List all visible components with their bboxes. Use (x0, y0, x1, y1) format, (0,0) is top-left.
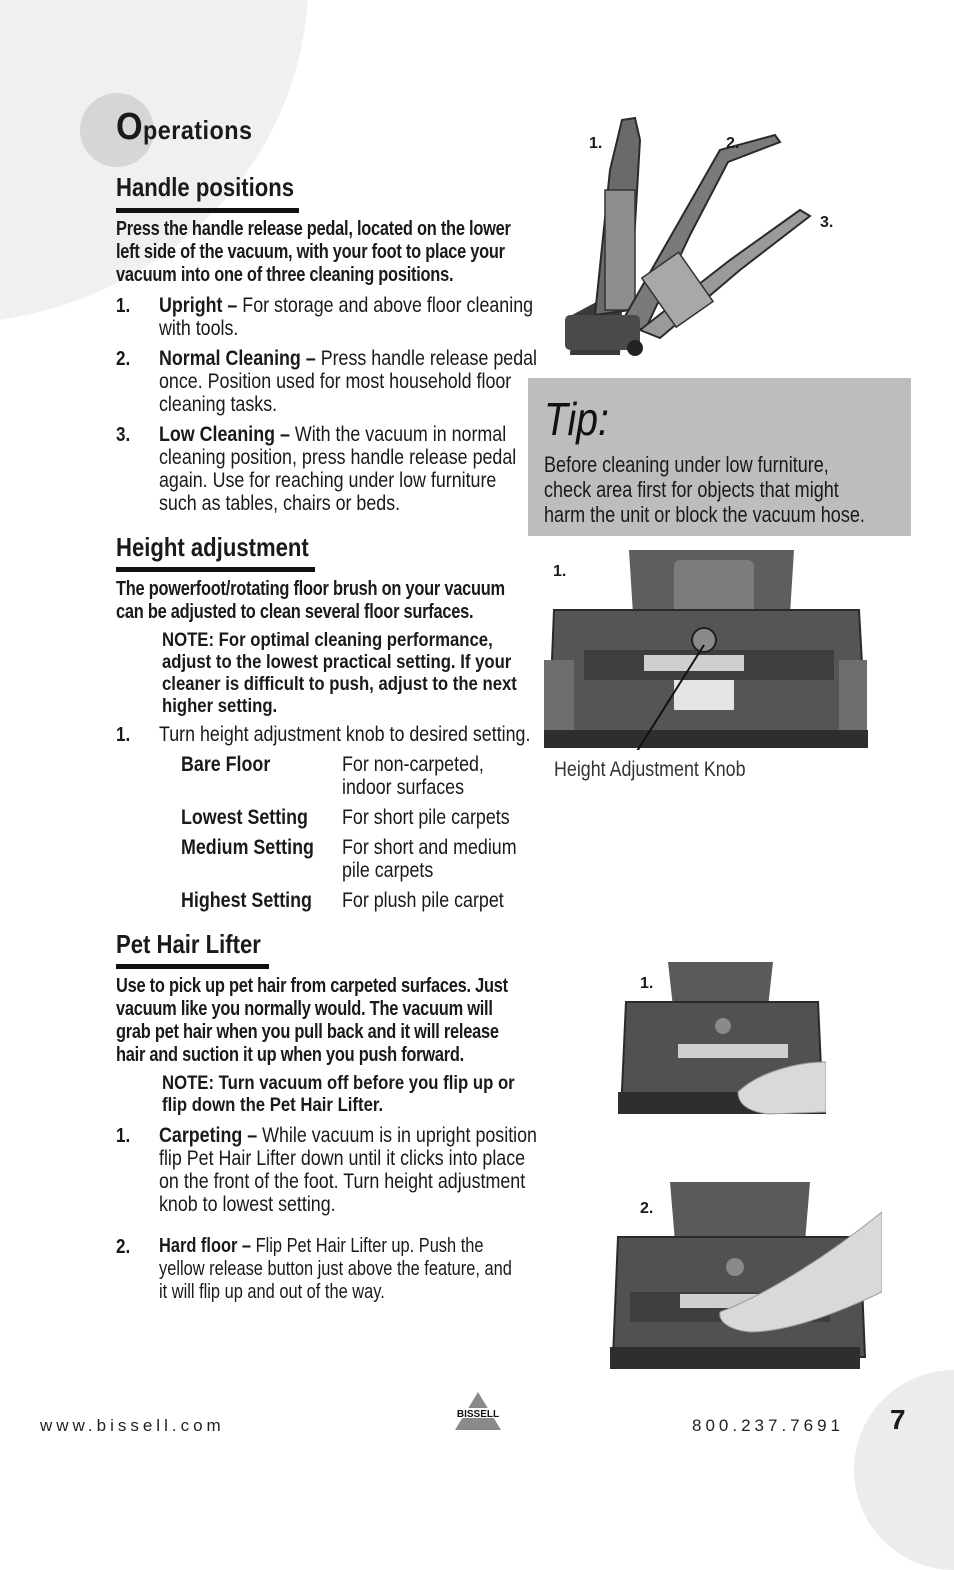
tip-title: Tip: (544, 393, 609, 445)
handle-intro: Press the handle release pedal, located on the lower left side of the vacuum, with your foot to place your vacuum into one of three cleaning positions. (116, 218, 511, 286)
pet-item-2-num: 2. (116, 1236, 131, 1258)
setting-term-bare-floor: Bare Floor (181, 753, 271, 776)
setting-term-medium: Medium Setting (181, 836, 314, 859)
handle-item-1-text: For storage and above floor cleaning with tools. (159, 294, 534, 340)
page-number-tab (854, 1370, 954, 1570)
pet-heading: Pet Hair Lifter (116, 929, 261, 959)
bissell-logo-text: BISSELL (456, 1409, 500, 1420)
title-rest: perations (143, 115, 253, 145)
height-step-num: 1. (116, 724, 131, 746)
setting-term-lowest: Lowest Setting (181, 806, 308, 829)
page-title (116, 106, 252, 149)
handle-item-3-text: With the vacuum in normal cleaning position, press handle release pedal again. Use for reaching under low furniture such as tables, chairs or beds. (159, 423, 517, 515)
handle-heading-rule (116, 208, 299, 213)
handle-item-2-text: Press handle release pedal once. Position used for most household floor cleaning tasks. (159, 347, 538, 416)
pet-intro: Use to pick up pet hair from carpeted surfaces. Just vacuum like you normally would. The vacuum will grab pet hair when you pull back and it will release hair and suction it up when you push forward. (116, 975, 508, 1066)
height-note: NOTE: For optimal cleaning performance, adjust to the lowest practical setting. If your cleaner is difficult to push, adjust to the next higher setting. (162, 630, 517, 717)
handle-item-3-term: Low Cleaning – (159, 423, 290, 446)
handle-item-2 (159, 347, 537, 416)
height-heading-rule (116, 567, 315, 572)
setting-desc-bare-floor: For non-carpeted, indoor surfaces (342, 753, 484, 799)
handle-item-3 (159, 423, 537, 515)
pet-item-1-text: While vacuum is in upright position flip Pet Hair Lifter down until it clicks into place on the front of the foot. Turn height adjustment knob to lowest setting. (159, 1124, 537, 1216)
pet-item-2 (159, 1235, 524, 1304)
handle-item-1-num: 1. (116, 295, 131, 317)
pet-fig-label-1: 1. (640, 975, 654, 992)
handle-item-3-num: 3. (116, 424, 131, 446)
handle-heading: Handle positions (116, 172, 295, 202)
footer-phone: 800.237.7691 (692, 1416, 844, 1435)
setting-desc-highest: For plush pile carpet (342, 889, 504, 912)
handle-fig-label-1: 1. (589, 135, 603, 152)
footer-url[interactable]: www.bissell.com (40, 1416, 225, 1435)
handle-item-1 (159, 294, 537, 340)
height-step-text: Turn height adjustment knob to desired setting. (159, 723, 531, 746)
handle-positions-photo (560, 110, 850, 360)
height-heading: Height adjustment (116, 532, 309, 562)
handle-item-2-term: Normal Cleaning – (159, 347, 316, 370)
tip-text: Before cleaning under low furniture, check area first for objects that might harm the unit or block the vacuum hose. (544, 452, 865, 527)
setting-desc-lowest: For short pile carpets (342, 806, 510, 829)
handle-item-1-term: Upright – (159, 294, 238, 317)
height-intro: The powerfoot/rotating floor brush on your vacuum can be adjusted to clean several floor surfaces. (116, 578, 505, 623)
page-number: 7 (890, 1404, 906, 1435)
pet-fig-label-2: 2. (640, 1200, 654, 1217)
knob-caption: Height Adjustment Knob (554, 758, 746, 781)
knob-fig-label-1: 1. (553, 563, 567, 580)
height-knob-photo (544, 550, 868, 750)
pet-item-2-text: Flip Pet Hair Lifter up. Push the yellow release button just above the feature, and it will flip up and out of the way. (159, 1235, 512, 1303)
setting-desc-medium: For short and medium pile carpets (342, 836, 517, 882)
pet-item-2-term: Hard floor – (159, 1235, 252, 1257)
pet-item-1-term: Carpeting – (159, 1124, 258, 1147)
tip-box (528, 378, 911, 536)
handle-item-2-num: 2. (116, 348, 131, 370)
pet-item-1 (159, 1124, 537, 1216)
pet-item-1-num: 1. (116, 1125, 131, 1147)
title-initial: O (116, 106, 144, 148)
handle-fig-label-2: 2. (726, 135, 740, 152)
bissell-logo (447, 1390, 509, 1432)
handle-fig-label-3: 3. (820, 214, 834, 231)
pet-note: NOTE: Turn vacuum off before you flip up or flip down the Pet Hair Lifter. (162, 1073, 515, 1116)
setting-term-highest: Highest Setting (181, 889, 312, 912)
pet-heading-rule (116, 964, 269, 969)
